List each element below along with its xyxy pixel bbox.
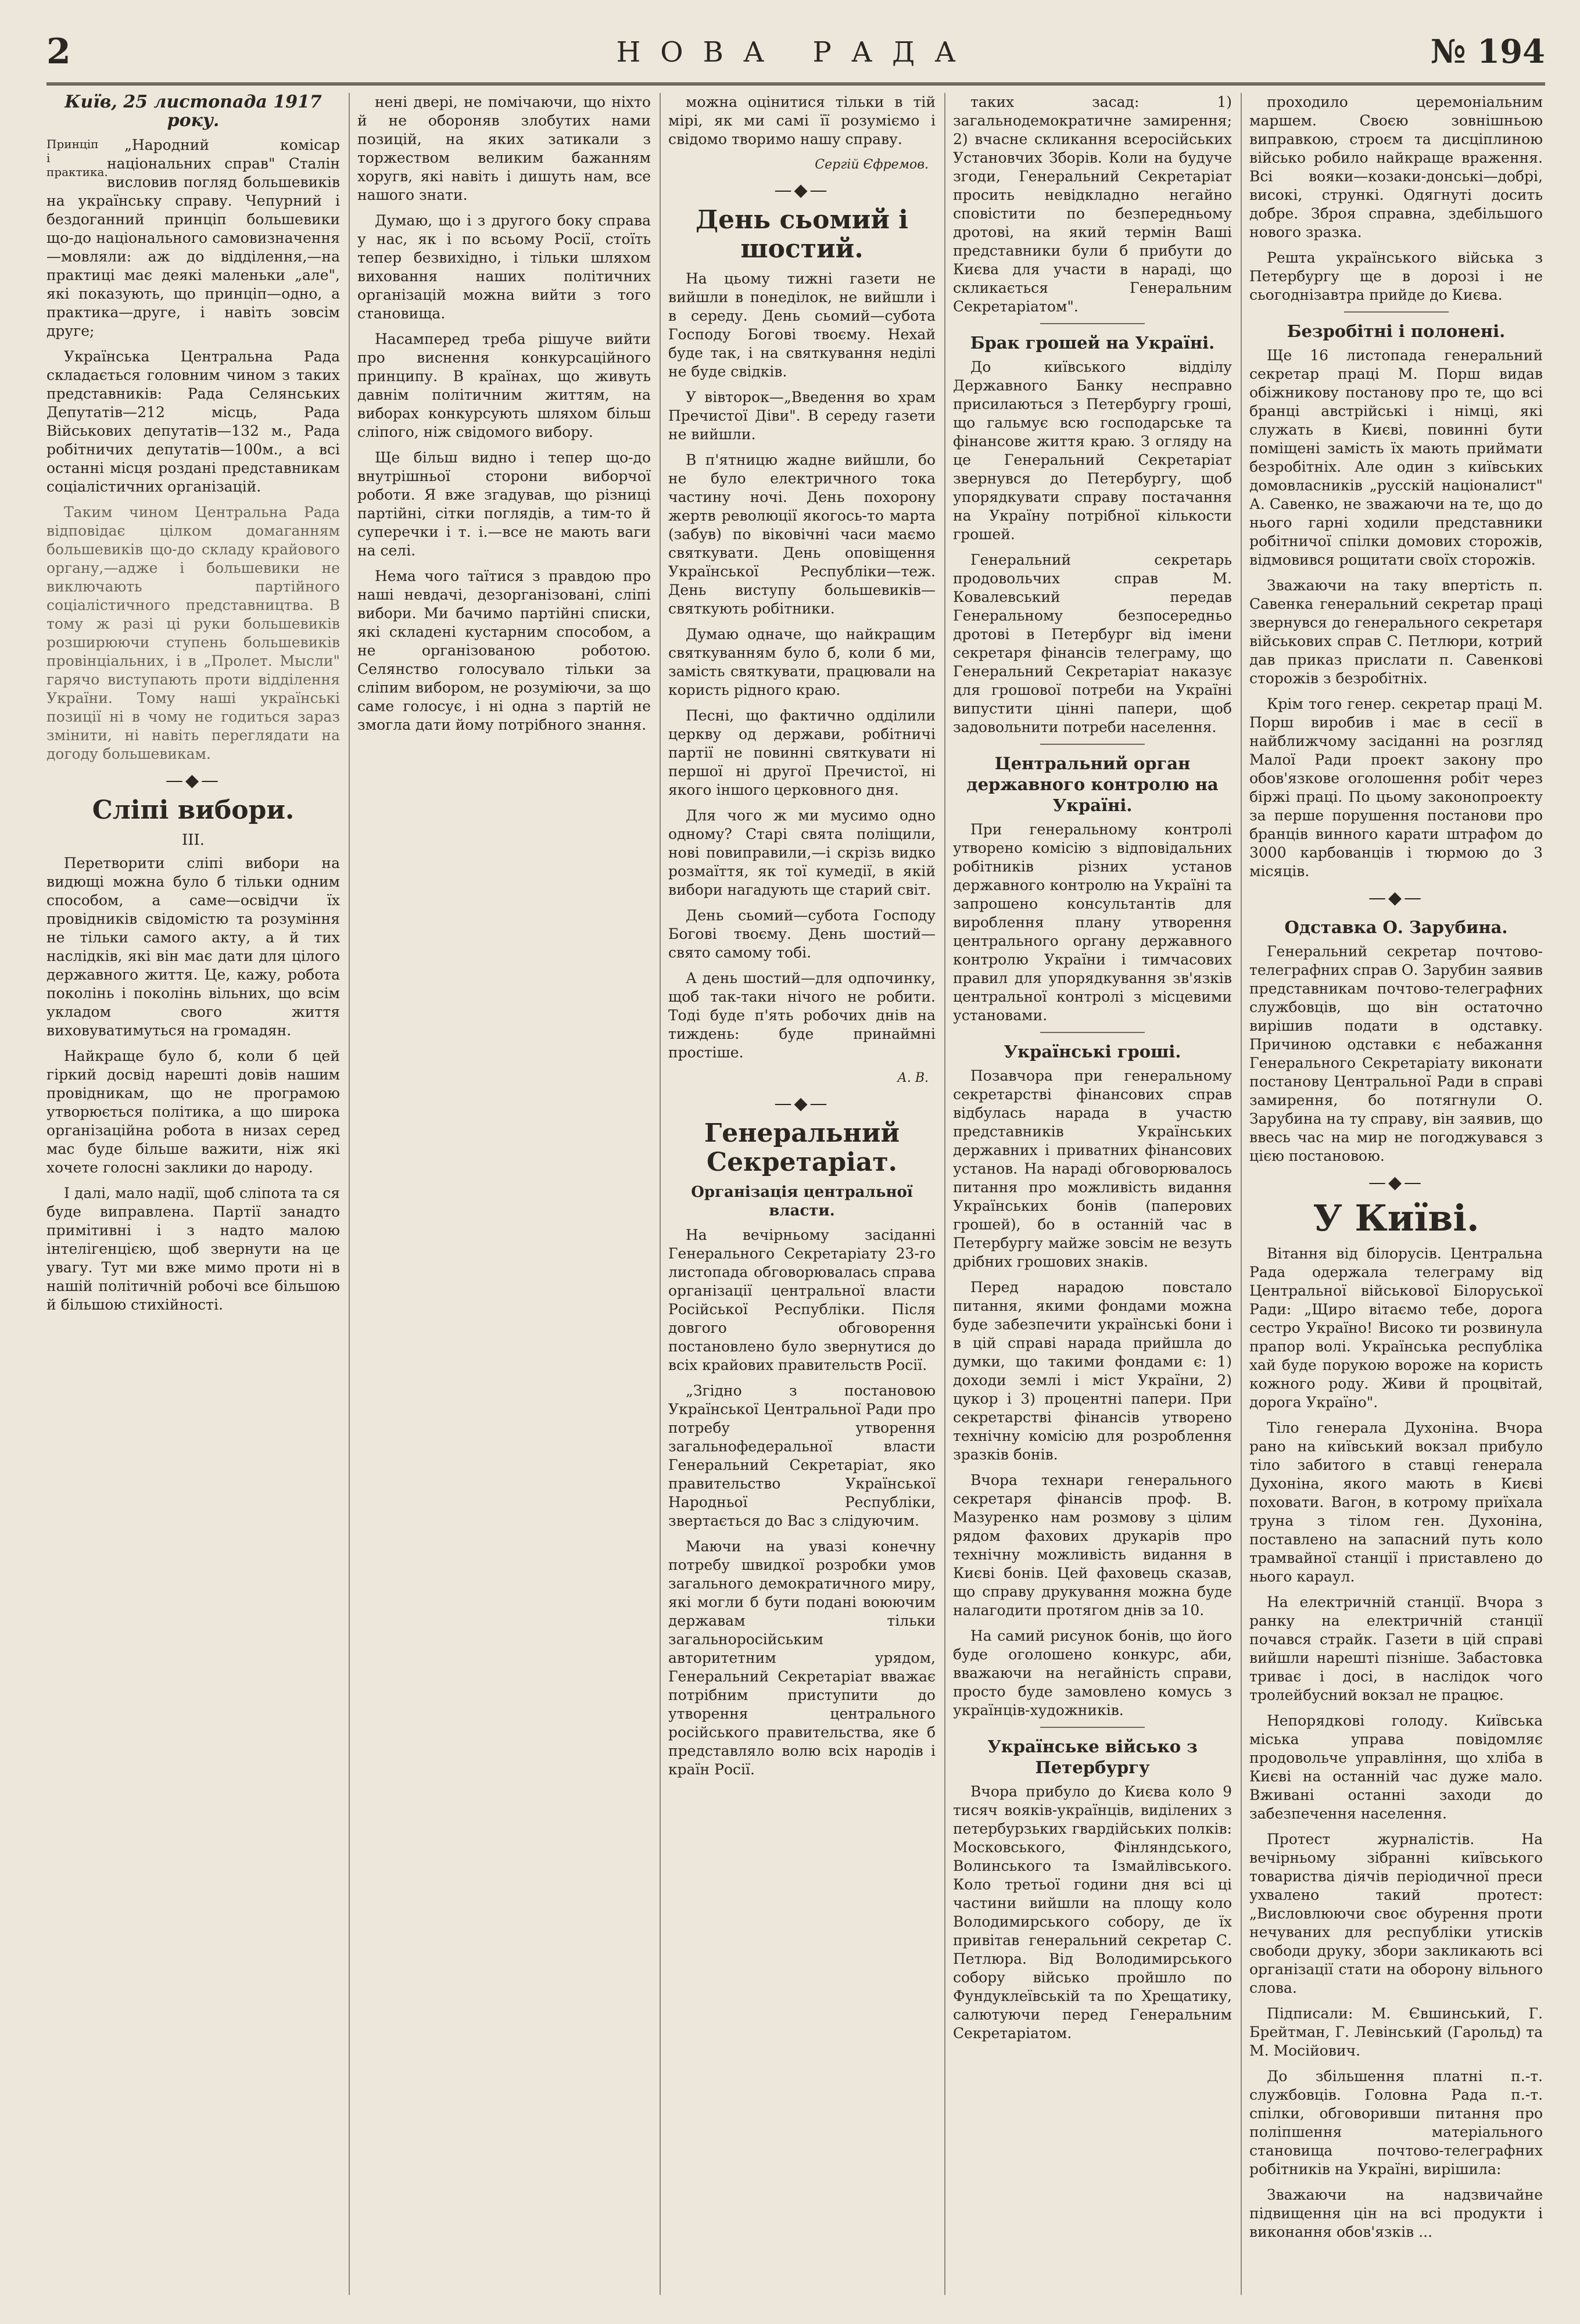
column-1 <box>46 93 340 2301</box>
ornament-divider: —◆— <box>165 770 221 791</box>
paragraph: Позавчора при генеральному секретарстві фінансових справ відбулась нарада в участю представників Українських державних і приватних фінансових установ. На нараді обговорювалось питання про можливість видання Українських бонів (паперових грошей), бо в останній час в Петербургу майже зовсім не везуть дрібних грошових знаків. <box>953 1067 1232 1270</box>
author-signature: А. В. <box>897 1071 929 1085</box>
short-rule <box>1040 323 1145 324</box>
column-2 <box>357 93 651 2301</box>
author-signature: Сергій Єфремов. <box>815 157 929 172</box>
paragraph: На самий рисунок бонів, що його буде оголошено конкурс, аби, вважаючи на негайність справи, просто буде замовлено комусь з українців-художників. <box>953 1627 1232 1719</box>
column-rule <box>944 93 945 2295</box>
paragraph: Підписали: М. Євшинський, Г. Брейтман, Г. Левінський (Гарольд) та М. Мосійович. <box>1249 2005 1543 2059</box>
paragraph: На цьому тижні газети не вийшли в понеділок, не вийшли і в середу. День сьомий—субота Господу Богові твоєму. Нехай буде так, і на святкування неділі не буде свідків. <box>668 270 936 380</box>
paragraph: Песні, що фактично одділили церкву од держави, робітничі партії не повинні святкувати ні першої ні другої Пречистої, ні якого іншого церковного дня. <box>668 707 936 798</box>
part-number: III. <box>181 831 205 849</box>
paragraph: можна оцінитися тільки в тій мірі, як ми самі її розуміємо і свідомо творимо нашу справу. <box>668 94 936 148</box>
paragraph: Для чого ж ми мусимо одно одному? Старі свята поліщили, нові повиправили,—і скрізь видко розмаїття, як тої кумедії, в якій вибори нагадують ще старий світ. <box>668 807 936 898</box>
dateline: Київ, 25 листопада 1917 року. <box>65 93 322 131</box>
paragraph: Думаю одначе, що найкращим святкуванням було б, коли б ми, замість святкувати, працювали на користь рідного краю. <box>668 626 936 698</box>
column-5 <box>1249 93 1543 2301</box>
paragraph: Крім того генер. секретар праці М. Порш виробив і має в сесії в найближчому засіданні на розгляд Малої Ради проект закону про обов'язкове оголошення робіт через біржі праці. По цьому законопроекту за перше порушення постанови про бранців винного карати штрафом до 3000 карбованців і тюрмою до 3 місяців. <box>1249 695 1543 880</box>
paragraph: Решта українського війська з Петербургу ще в дорозі і не сьогоднізавтра прийде до Києва. <box>1249 249 1543 303</box>
masthead <box>46 27 1545 85</box>
paragraph: І далі, мало надії, щоб сліпота та ся буде виправлена. Партії занадто примітивні і з надто малою інтелігенцією, щоб звернути на це увагу. Тут ми вже мимо проти ні в нашій політичній робочі все більшою й більшою стихійності. <box>46 1185 340 1313</box>
article-heading: Сліпі вибори. <box>92 795 295 825</box>
paragraph: „Згідно з постановою Української Центральної Ради про потребу утворення загальнофедеральної власти Генеральний Секретаріат, яко правительство Української Народньої Республіки, звертається до Вас з слідуючим. <box>668 1382 936 1529</box>
paragraph: Генеральний секретарь продовольчих справ М. Ковалевський передав Генеральному безпосередньо дротові в Петербург від імени секретаря фінансів телеграму, що Генеральний Секретаріат наказує для грошової потреби на Україні випустити цінні папери, щоб задовольнити потреби населення. <box>953 551 1232 736</box>
paragraph: Думаю, що і з другого боку справа у нас, як і по всьому Росії, стоїть тепер безвихідно, і тільки шляхом виховання наших політичних організацій можна вийти з того становища. <box>357 212 651 322</box>
ornament-divider: —◆— <box>1368 888 1424 908</box>
paragraph: Перетворити сліпі вибори на видющі можна було б тільки одним способом, а саме—освідчи їх провідників свідомістю та розуміння не тільки самого акту, а й тих наслідків, які він має дати для цілого державного життя. Це, кажу, робота поколінь і поколінь вільних, що всім укладом свого життя виховуватимуться на громадян. <box>46 855 340 1039</box>
column-rule <box>349 93 350 2295</box>
article-heading: Брак грошей на Україні. <box>970 333 1215 353</box>
paragraph: Вчора технари генерального секретаря фінансів проф. В. Мазуренко нам розмову з цілим рядом фахових друкарів про технічну можливість видання в Києві бонів. Цей фаховець сказав, що справу друкування можна буде налагодити протягом днів за 10. <box>953 1472 1232 1619</box>
short-rule <box>1040 1032 1145 1033</box>
paragraph: Зважаючи на таку впертість п. Савенка генеральний секретар праці звернувся до генерального секретаря військових справ С. Петлюри, котрий дав приказ прислати п. Савенкові сторожів з безробітніх. <box>1249 577 1543 687</box>
paragraph: Найкраще було б, коли б цей гіркий досвід нарешті довів нашим провідникам, що не програмою утворюється політика, а що широка організаційна робота в низах серед мас буде більше важити, ніж які хочете голосні заклики до народу. <box>46 1048 340 1176</box>
paragraph: На електричній станції. Вчора з ранку на електричній станції почався страйк. Газети в цій справі вийшли нарешті пізніше. Забастовка триває і досі, в наслідок чого тролейбусний вокзал не працює. <box>1249 1594 1543 1703</box>
ornament-divider: —◆— <box>774 1093 830 1114</box>
short-rule <box>1040 1727 1145 1728</box>
paragraph: Тіло генерала Духоніна. Вчора рано на київський вокзал прибуло тіло забитого в ставці генерала Духоніна, якого мають в Києві поховати. Вагон, в котрому приїхала труна з тілом ген. Духоніна, поставлено на запасний путь коло трамвайної станції і приставлено до нього караул. <box>1249 1419 1543 1585</box>
short-rule <box>1344 311 1449 313</box>
paragraph: Таким чином Центральна Рада відповідає цілком домаганням большевиків що-до складу крайового органу,—адже і большевики не виключають партійного соціалістичного представництва. В тому ж разі ці руки большевиків розширюючи ступень большевиків провінціальних, і в „Пролет. Мысли" гарячо виступають проти відділення України. Тому наші українські позиції ні в чому не годиться зараз змінити, ні навіть переглядати на догоду большевикам. <box>46 504 340 762</box>
newspaper-title: НОВА РАДА <box>616 36 976 69</box>
paragraph: В п'ятницю жадне вийшли, бо не було електричного тока частину ночі. День похорону жертв революції якогось-то марта (забув) по віковічні часи маємо святкувати. День оповіщення Української Республіки—теж. День виступу большевиків—святкують робітники. <box>668 451 936 617</box>
article-heading: Безробітні і полонені. <box>1287 321 1506 341</box>
paragraph: Маючи на увазі конечну потребу швидкої розробки умов загального демократичного миру, які могли б бути подані воюючим державам тільки загальноросійським авторитетним урядом, Генеральний Секретаріат вважає потрібним приступити до утворення центрального російського правительства, яке б представляло волю всіх народів і країн Росії. <box>668 1538 936 1778</box>
column-3 <box>668 93 936 2301</box>
paragraph: Непорядкові голоду. Київська міська управа повідомляє продовольче управління, що хліба в Києві на останній час дуже мало. Вживані останні заходи до забезпечення населення. <box>1249 1712 1543 1822</box>
paragraph: До збільшення платні п.-т. службовців. Головна Рада п.-т. спілки, обговоривши питання про поліпшення матеріального становища почтово-телеграфних робітників на Україні, вирішила: <box>1249 2068 1543 2178</box>
column-4 <box>953 93 1232 2301</box>
article-heading: Одставка О. Зарубина. <box>1284 917 1508 937</box>
ornament-divider: —◆— <box>774 180 830 200</box>
article-subheading: Організація центральної власти. <box>691 1183 913 1220</box>
paragraph: Українська Центральна Рада складається головним чином з таких представників: Рада Селянських Депутатів—212 місць, Рада Військових депутатів—132 м., Рада робітничих депутатів—100м., а всі останні місця роздані представникам соціалістичних організацій. <box>46 348 340 495</box>
article-heading: Генеральний Секретаріат. <box>704 1118 900 1177</box>
column-rule <box>660 93 661 2295</box>
paragraph: До київського відділу Державного Банку несправно присилаються з Петербургу гроші, що гальмує всю господарське та фінансове життя краю. З огляду на це Генеральний Секретаріат звернувся до Петербургу, щоб упорядкувати справу постачання на Україну потрібної кількости грошей. <box>953 358 1232 543</box>
paragraph: Ще більш видно і тепер що-до внутрішньої сторони виборчої роботи. Я вже згадував, що різниці партійні, сітки поглядів, а тим-то й суперечки і т. і.—все не мають ваги на селі. <box>357 449 651 559</box>
paragraph: Вітання від білорусів. Центральна Рада одержала телеграму від Центральної військової Білоруської Ради: „Щиро вітаємо тебе, дорога сестро Україно! Високо ти розвинула прапор волі. Українська республіка хай буде порукою вороже на користь кожного роду. Живи й процвітай, дорога Україно". <box>1249 1245 1543 1411</box>
paragraph: Перед нарадою повстало питання, якими фондами можна буде забезпечити українські бони і в цій справі нарада прийшла до думки, що такими фондами є: 1) доходи землі і міст України, 2) цукор і 3) процентні папери. При секретарстві фінансів утворено технічну комісію для розроблення зразків бонів. <box>953 1279 1232 1463</box>
article-heading: Українське військо з Петербургу <box>987 1737 1198 1777</box>
short-rule <box>1040 744 1145 745</box>
article-heading: Українські гроші. <box>1004 1042 1181 1061</box>
paragraph: нені двері, не помічаючи, що ніхто й не обороняв злобутих нами позицій, на яких затикали з торжеством великим бажанням хоругв, які навіть і дишуть нам, все нашого знати. <box>357 94 651 203</box>
ornament-divider: —◆— <box>1368 1172 1424 1193</box>
article-heading: Центральний орган державного контролю на Україні. <box>966 754 1219 815</box>
paragraph: При генеральному контролі утворено комісію з відповідальних робітників різних установ державного контролю на Україні та запрошено консультантів для вироблення плану утворення центрального органу державного контролю України і тимчасових правил для упорядкування зв'язків центральної контролі з місцевими установами. <box>953 821 1232 1024</box>
paragraph: Насамперед треба рішуче вийти про виснення конкурсаційного принципу. В країнах, що живуть давнім політичним життям, на виборах конкурсують шляхом більш сліпого, ніж свідомого вибору. <box>357 331 651 440</box>
paragraph: У вівторок—„Введення во храм Пречистої Діви". В середу газети не вийшли. <box>668 389 936 443</box>
paragraph: Ще 16 листопада генеральний секретар праці М. Порш видав обіжникову постанову про те, що всі бранці австрійські і німці, які служать в Києві, повинні бути поміщені замість їх мають приймати безробітніх. Але один з київських домовласників „русскій націоналист" А. Савенко, не зважаючи на те, що до нього гарні ходили представники робітничої спілки домових сторожів, відмовився рощитати своїх сторожів. <box>1249 347 1543 568</box>
paragraph: На вечірньому засіданні Генерального Секретаріату 23-го листопада обговорювалась справа організації центральної власти Російської Республіки. Після довгого обговорення постановлено було звернутися до всіх крайових правительств Росії. <box>668 1226 936 1373</box>
article-heading: День сьомий і шостий. <box>695 205 909 264</box>
column-rule <box>1241 93 1242 2295</box>
paragraph: Вчора прибуло до Києва коло 9 тисяч вояків-українців, виділених з петербурзьких гвардійських полків: Московського, Фінляндського, Волинського та Ізмайлівського. Коло третьої години дня всі ці частини вийшли на площу коло Володимирського собору, де їх привітав генеральний секретар С. Петлюра. Від Володимирського собору військо пройшло по Фундуклеївській та по Хрещатику, салютуючи перед Генеральним Секретаріатом. <box>953 1783 1232 2042</box>
paragraph: Протест журналістів. На вечірньому зібранні київського товариства діячів періодичної преси ухвалено такий протест: „Висловлюючи своє обурення проти нечуваних для республіки утисків свободи друку, збори закликають всі організації стати на оборону вільного слова. <box>1249 1831 1543 1996</box>
paragraph: А день шостий—для одпочинку, щоб так-таки нічого не робити. Тоді буде п'ять робочих днів на тиждень: буде принаймні простіше. <box>668 970 936 1061</box>
paragraph: Зважаючи на надзвичайне підвищення цін на всі продукти і виконання обов'язків ... <box>1249 2186 1543 2240</box>
page-number: 2 <box>46 31 71 72</box>
section-heading: У Київі. <box>1313 1197 1479 1239</box>
paragraph: таких засад: 1) загальнодемократичне замирення; 2) вчасне скликання всеросійських Установчих Зборів. Коли на будуче згоди, Генеральний Секретаріат просить невідкладно негайно сповістити по безпередньому дротові, на який термін Ваші представники були б прибути до Києва для участи в нараді, що скликається Генеральним Секретаріатом". <box>953 94 1232 315</box>
paragraph: проходило церемоніальним маршем. Своєю зовнішньою виправкою, строєм та дисціплиною військо робило найкраще враження. Всі вояки—козаки-донські—добрі, високі, стрункі. Одягнуті досить добре. Зброя справна, здебільшого нового зразка. <box>1249 94 1543 241</box>
paragraph: Нема чого таїтися з правдою про наші невдачі, дезорганізовані, сліпі вибори. Ми бачимо партійні списки, які складені кустарним способом, а не організованою роботою. Селянство голосувало тільки за сліпим вибором, не розуміючи, за що саме голосує, і ні одна з партій не змогла дати йому потрібного знання. <box>357 568 651 733</box>
issue-number: № 194 <box>1430 33 1545 71</box>
paragraph: День сьомий—субота Господу Богові твоєму. День шостий—свято самому тобі. <box>668 907 936 961</box>
paragraph: Генеральний секретар почтово-телеграфних справ О. Зарубин заявив представникам почтово-телеграфних службовців, що він остаточно вирішив подати в одставку. Причиною одставки є небажання Генерального Секретаріату виконати постанову Центральної Ради в справі замирення, бо потягнули О. Зарубина на ту справу, він заявив, що ввесь час на мир не погоджувався з цією постановою. <box>1249 943 1543 1164</box>
paragraph: „Народний комісар національних справ" Сталін висловив погляд большевиків на українську справу. Чепурний і бездоганний принціп большевики що-до національного самовизначення—мовляли: аж до відділення,—на практиці має деякі маленьки „але", які показують, що принціп—одно, а практика—друге, і навіть зовсім друге; <box>46 137 340 339</box>
side-note: Принціп і практика. <box>46 137 108 179</box>
